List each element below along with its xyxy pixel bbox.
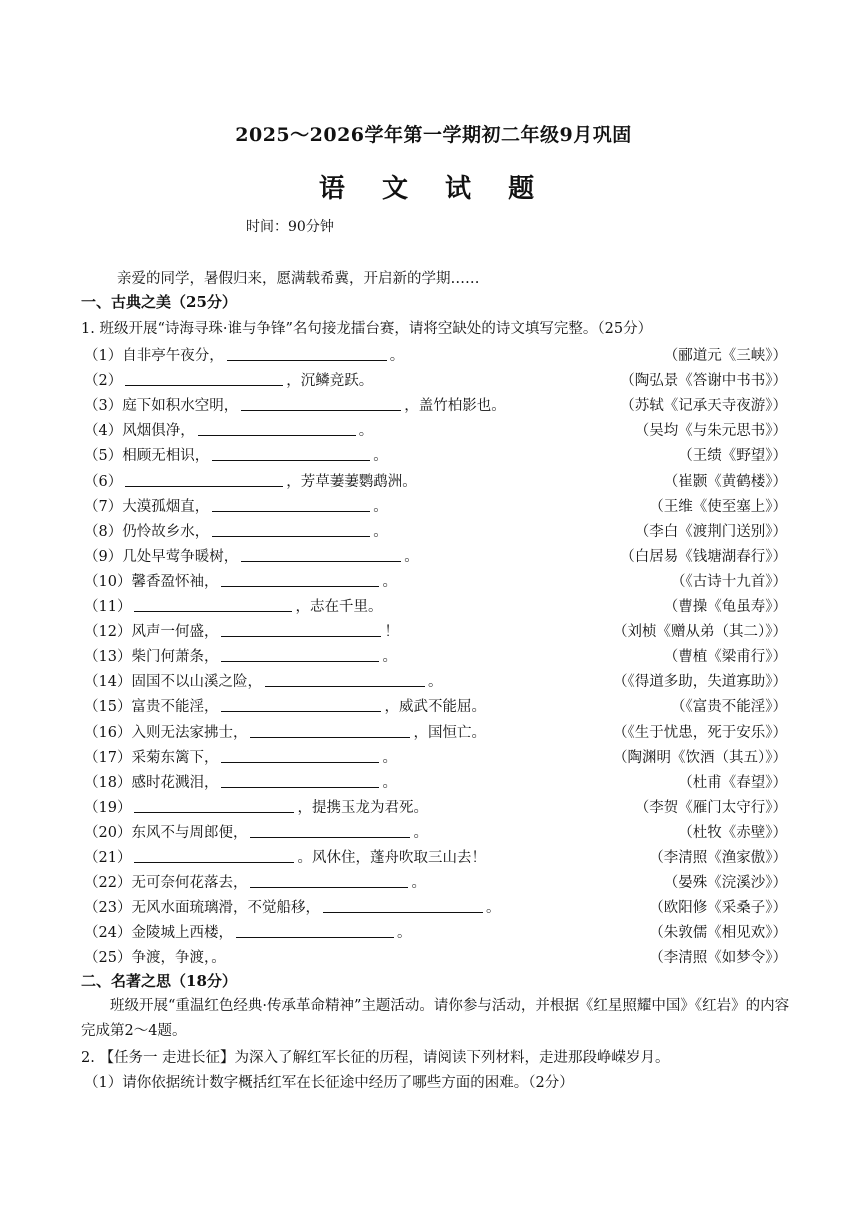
fill-in-content — [84, 946, 226, 967]
item-text-before: 入则无法家拂士， — [131, 724, 248, 741]
item-number: （2） — [84, 373, 123, 390]
answer-blank[interactable] — [250, 723, 410, 738]
answer-blank[interactable] — [221, 748, 379, 763]
item-text-before: 自非亭午夜分， — [122, 348, 224, 364]
answer-blank[interactable] — [198, 421, 356, 436]
fill-in-content — [84, 771, 397, 792]
item-text-after: 。 — [382, 774, 397, 791]
item-number: （19） — [84, 799, 132, 816]
answer-blank[interactable] — [125, 472, 283, 487]
fill-in-content — [84, 545, 419, 566]
fill-in-content — [84, 846, 486, 867]
fill-in-content — [84, 419, 373, 440]
answer-blank[interactable] — [221, 647, 379, 662]
item-source: （杜牧《赤壁》） — [678, 824, 787, 841]
item-text-before: 争渡，争渡， — [131, 950, 212, 967]
answer-blank[interactable] — [212, 522, 370, 537]
section1-heading: 一、古典之美（25分） — [81, 293, 237, 311]
fill-in-content — [84, 595, 382, 616]
item-number: （24） — [84, 925, 132, 942]
answer-blank[interactable] — [134, 597, 292, 612]
fill-in-item — [84, 593, 787, 618]
item-text-after: 。 — [358, 423, 374, 440]
fill-in-content — [84, 344, 404, 365]
item-text-before: 无风水面琉璃滑，不觉船移， — [131, 900, 320, 917]
fill-in-content — [84, 721, 486, 742]
item-text-before: 风烟俱净， — [122, 423, 195, 440]
section2-heading: 二、名著之思（18分） — [81, 972, 237, 990]
fill-in-item — [84, 618, 787, 643]
item-text-after: 。 — [382, 573, 397, 590]
fill-in-content — [84, 570, 397, 591]
fill-in-item — [84, 919, 787, 944]
fill-in-content — [84, 369, 373, 390]
fill-in-content — [84, 695, 486, 716]
item-source: （曹操《龟虽寿》） — [663, 599, 787, 615]
item-text-after: ，盖竹柏影也。 — [404, 398, 506, 415]
item-text-after: 。 — [373, 448, 388, 465]
fill-in-item — [84, 744, 787, 769]
subject-title: 语 文 试 题 — [318, 174, 549, 204]
item-text-before: 相顾无相识， — [122, 448, 210, 465]
item-number: （14） — [84, 674, 132, 691]
answer-blank[interactable] — [221, 773, 379, 788]
item-text-after: 。 — [373, 523, 388, 540]
item-source: （《古诗十九首》） — [671, 573, 787, 590]
fill-in-item — [84, 719, 787, 744]
fill-in-content — [84, 620, 399, 641]
item-number: （25） — [84, 950, 132, 967]
answer-blank[interactable] — [125, 371, 283, 386]
exam-time: 时间：90分钟 — [246, 219, 334, 235]
item-number: （22） — [84, 875, 132, 892]
answer-blank[interactable] — [241, 547, 401, 562]
item-number: （13） — [84, 649, 132, 666]
item-text-before: 几处早莺争暖树， — [122, 548, 239, 565]
item-source: （王维《使至塞上》） — [649, 498, 787, 515]
item-source: （《得道多助，失道寡助》） — [613, 674, 787, 691]
item-text-before: 富贵不能淫， — [131, 699, 219, 716]
fill-in-item — [84, 342, 787, 367]
item-number: （21） — [84, 850, 132, 866]
item-source: （崔颢《黄鹤楼》） — [663, 473, 787, 490]
item-number: （15） — [84, 699, 132, 716]
item-source: （郦道元《三峡》） — [663, 348, 787, 364]
item-text-before: 馨香盈怀袖， — [131, 573, 219, 590]
item-text-after: ！ — [384, 624, 399, 641]
fill-in-item — [84, 643, 787, 668]
fill-in-item — [84, 668, 787, 693]
item-source: （《生于忧患，死于安乐》） — [613, 724, 787, 741]
item-source: （朱敦儒《相见欢》） — [649, 925, 787, 942]
fill-in-content — [84, 394, 506, 415]
item-number: （20） — [84, 824, 132, 841]
fill-in-item — [84, 417, 787, 442]
item-source: （《富贵不能淫》） — [671, 699, 787, 716]
item-source: （曹植《梁甫行》） — [663, 649, 787, 666]
item-number: （12） — [84, 624, 132, 641]
fill-in-item — [84, 468, 787, 493]
item-source: （晏殊《浣溪沙》） — [663, 875, 787, 892]
question-2: 2. 【任务一 走进长征】为深入了解红军长征的历程，请阅读下列材料，走进那段峥嵘岁月。 — [81, 1050, 670, 1066]
item-text-after: 。 — [411, 875, 426, 892]
exam-title: 2025～2026学年第一学期初二年级9月巩固 — [235, 124, 632, 146]
fill-in-item — [84, 894, 787, 919]
answer-blank[interactable] — [212, 446, 370, 461]
item-source: （李清照《渔家傲》） — [649, 850, 787, 866]
item-number: （23） — [84, 900, 132, 917]
answer-blank[interactable] — [241, 396, 401, 411]
fill-in-content — [84, 670, 442, 691]
item-text-before: 大漠孤烟直， — [122, 498, 210, 515]
item-source: （陶渊明《饮酒（其五）》） — [613, 749, 787, 766]
item-text-before: 仍怜故乡水， — [122, 523, 210, 540]
fill-in-item — [84, 844, 787, 869]
fill-in-item — [84, 819, 787, 844]
item-text-after: ，芳草萋萋鹦鹉洲。 — [286, 473, 417, 490]
answer-blank[interactable] — [221, 697, 381, 712]
item-text-before: 金陵城上西楼， — [131, 925, 233, 942]
answer-blank[interactable] — [221, 622, 381, 637]
item-text-after: 。 — [373, 498, 388, 515]
fill-in-item — [84, 518, 787, 543]
item-text-after: 。风休住，蓬舟吹取三山去！ — [297, 850, 486, 866]
item-source: （王绩《野望》） — [678, 448, 787, 465]
fill-in-content — [84, 444, 388, 465]
item-text-before: 风声一何盛， — [131, 624, 219, 641]
question-1: 1. 班级开展“诗海寻珠·谁与争锋”名句接龙擂台赛，请将空缺处的诗文填写完整。（25分） — [81, 321, 653, 337]
item-source: （吴均《与朱元思书》） — [634, 423, 787, 440]
fill-in-content — [84, 470, 417, 491]
answer-blank[interactable] — [265, 672, 425, 687]
item-text-before: 采菊东篱下， — [131, 749, 219, 766]
item-text-before: 柴门何萧条， — [131, 649, 219, 666]
item-text-after: 。 — [427, 674, 443, 691]
item-text-after: 。 — [389, 348, 405, 364]
item-source: （白居易《钱塘湖春行》） — [620, 548, 787, 565]
fill-in-item — [84, 568, 787, 593]
intro-text: 亲爱的同学，暑假归来，愿满载希冀，开启新的学期…… — [117, 271, 480, 287]
answer-blank[interactable] — [221, 572, 379, 587]
section2-intro: 班级开展“重温红色经典·传承革命精神”主题活动。请你参与活动，并根据《红星照耀中国》《红岩》的内容完成第2～4题。 — [81, 998, 790, 1039]
item-source: （陶弘景《答谢中书书》） — [620, 373, 787, 390]
fill-in-item — [84, 944, 787, 969]
fill-in-content — [84, 821, 428, 842]
item-number: （8） — [84, 523, 123, 540]
item-number: （17） — [84, 749, 132, 766]
item-number: （10） — [84, 573, 132, 590]
fill-in-content — [84, 921, 411, 942]
item-number: （18） — [84, 774, 132, 791]
item-text-after: 。 — [404, 548, 419, 565]
item-text-after: ，威武不能屈。 — [384, 699, 486, 716]
item-source: （李贺《雁门太守行》） — [634, 799, 787, 816]
fill-in-item — [84, 392, 787, 417]
item-text-after: 。 — [413, 824, 428, 841]
item-number: （11） — [84, 599, 132, 615]
item-text-after: ，提携玉龙为君死。 — [297, 799, 428, 816]
answer-blank[interactable] — [227, 346, 387, 361]
item-text-after: 。 — [485, 900, 501, 917]
answer-blank[interactable] — [250, 823, 410, 838]
fill-in-item — [84, 769, 787, 794]
fill-in-content — [84, 495, 388, 516]
fill-in-content — [84, 896, 500, 917]
item-text-after: 。 — [382, 649, 397, 666]
item-number: （9） — [84, 548, 123, 565]
item-number: （6） — [84, 473, 123, 490]
item-number: （1） — [84, 348, 123, 364]
answer-blank[interactable] — [250, 873, 408, 888]
fill-in-item — [84, 543, 787, 568]
answer-blank[interactable] — [323, 898, 483, 913]
fill-in-item — [84, 367, 787, 392]
item-number: （4） — [84, 423, 123, 440]
answer-blank[interactable] — [212, 497, 370, 512]
item-number: （7） — [84, 498, 123, 515]
item-text-before: 感时花溅泪， — [131, 774, 219, 791]
item-source: （李白《渡荆门送别》） — [634, 523, 787, 540]
item-number: （5） — [84, 448, 123, 465]
item-text-before: 无可奈何花落去， — [131, 875, 248, 892]
item-source: （刘桢《赠从弟（其二）》） — [613, 624, 787, 641]
item-source: （杜甫《春望》） — [678, 774, 787, 791]
fill-in-item — [84, 693, 787, 718]
fill-in-item — [84, 869, 787, 894]
fill-in-item — [84, 442, 787, 467]
fill-in-item — [84, 493, 787, 518]
item-text-after: ，国恒亡。 — [413, 724, 486, 741]
item-text-after: 。 — [396, 925, 412, 942]
item-text-after: 。 — [382, 749, 397, 766]
answer-blank[interactable] — [236, 923, 394, 938]
answer-blank[interactable] — [134, 798, 294, 813]
fill-in-content — [84, 746, 397, 767]
item-number: （16） — [84, 724, 132, 741]
item-source: （苏轼《记承天寺夜游》） — [620, 398, 787, 415]
item-text-before: 固国不以山溪之险， — [131, 674, 262, 691]
item-text-before: 东风不与周郎便， — [131, 824, 248, 841]
item-number: （3） — [84, 398, 123, 415]
fill-in-content — [84, 796, 428, 817]
item-text-after: ，志在千里。 — [295, 599, 383, 615]
item-source: （欧阳修《采桑子》） — [649, 900, 787, 917]
fill-in-content — [84, 520, 388, 541]
fill-in-item — [84, 794, 787, 819]
question-2-1: （1）请你依据统计数字概括红军在长征途中经历了哪些方面的困难。（2分） — [84, 1075, 574, 1091]
item-source: （李清照《如梦令》） — [649, 950, 787, 967]
fill-in-content — [84, 871, 426, 892]
item-text-after: 。 — [211, 950, 226, 967]
fill-in-content — [84, 645, 397, 666]
answer-blank[interactable] — [134, 848, 294, 863]
item-text-after: ，沉鳞竞跃。 — [286, 373, 374, 390]
item-text-before: 庭下如积水空明， — [122, 398, 239, 415]
